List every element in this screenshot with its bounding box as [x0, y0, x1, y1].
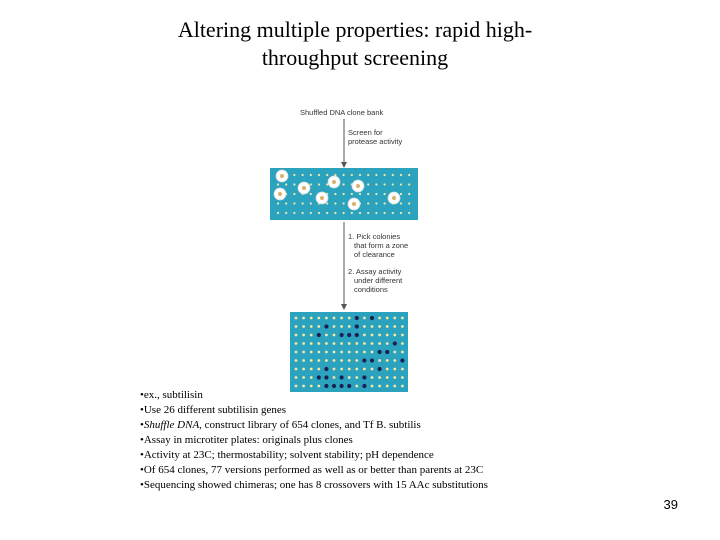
colony-dot	[343, 183, 345, 185]
colony-dot	[384, 183, 386, 185]
colony-dot	[334, 193, 336, 195]
well	[355, 385, 358, 388]
colony-dot	[343, 193, 345, 195]
colony-dot	[384, 212, 386, 214]
well	[386, 376, 389, 379]
well	[355, 324, 359, 328]
bullet-item: •Activity at 23C; thermostability; solvent stability; pH dependence	[140, 449, 434, 461]
well	[355, 368, 358, 371]
well	[401, 334, 404, 337]
well	[378, 325, 381, 328]
clone-bank-plate	[270, 168, 418, 220]
colony-dot	[408, 212, 410, 214]
colony-dot	[302, 212, 304, 214]
colony-dot	[351, 174, 353, 176]
well	[302, 376, 305, 379]
well	[401, 317, 404, 320]
active-colony	[302, 186, 306, 190]
well	[393, 325, 396, 328]
well	[401, 351, 404, 354]
well	[310, 376, 313, 379]
well	[385, 350, 389, 354]
well	[325, 359, 328, 362]
well	[378, 350, 382, 354]
label-step2-3: conditions	[354, 285, 388, 294]
well	[325, 334, 328, 337]
colony-dot	[334, 202, 336, 204]
bullet-item: •Assay in microtiter plates: originals plus clones	[140, 434, 353, 446]
active-colony	[356, 184, 360, 188]
well	[324, 367, 328, 371]
well	[340, 359, 343, 362]
well	[302, 368, 305, 371]
well	[348, 342, 351, 345]
well	[340, 317, 343, 320]
well	[370, 358, 374, 362]
colony-dot	[293, 174, 295, 176]
label-step2-2: under different	[354, 276, 403, 285]
well	[371, 376, 374, 379]
colony-dot	[334, 212, 336, 214]
well	[295, 376, 298, 379]
well	[371, 368, 374, 371]
screening-diagram	[262, 104, 422, 394]
well	[371, 342, 374, 345]
well	[378, 367, 382, 371]
colony-dot	[293, 183, 295, 185]
well	[378, 317, 381, 320]
well	[333, 376, 336, 379]
colony-dot	[375, 174, 377, 176]
well	[333, 368, 336, 371]
well	[295, 368, 298, 371]
colony-dot	[400, 193, 402, 195]
well	[295, 342, 298, 345]
colony-dot	[384, 202, 386, 204]
well	[310, 334, 313, 337]
well	[378, 385, 381, 388]
colony-dot	[408, 193, 410, 195]
colony-dot	[359, 193, 361, 195]
colony-dot	[351, 193, 353, 195]
well	[317, 325, 320, 328]
well	[340, 325, 343, 328]
well	[363, 368, 366, 371]
well	[386, 368, 389, 371]
well	[302, 342, 305, 345]
colony-dot	[318, 174, 320, 176]
well	[324, 375, 328, 379]
colony-dot	[359, 174, 361, 176]
well	[386, 342, 389, 345]
colony-dot	[302, 202, 304, 204]
well	[310, 359, 313, 362]
well	[393, 351, 396, 354]
well	[348, 317, 351, 320]
colony-dot	[408, 202, 410, 204]
well	[295, 351, 298, 354]
colony-dot	[367, 212, 369, 214]
bullet-item: •ex., subtilisin	[140, 389, 203, 401]
colony-dot	[326, 174, 328, 176]
well	[386, 359, 389, 362]
active-colony	[392, 196, 396, 200]
well	[401, 376, 404, 379]
colony-dot	[375, 212, 377, 214]
well	[310, 368, 313, 371]
well	[340, 342, 343, 345]
colony-dot	[392, 174, 394, 176]
well	[348, 351, 351, 354]
well	[371, 325, 374, 328]
well	[310, 351, 313, 354]
microtiter-plate	[290, 312, 408, 392]
well	[386, 334, 389, 337]
well	[370, 316, 374, 320]
well	[302, 351, 305, 354]
colony-dot	[392, 212, 394, 214]
page-number: 39	[663, 497, 678, 512]
colony-dot	[400, 183, 402, 185]
well	[302, 334, 305, 337]
colony-dot	[277, 212, 279, 214]
well	[324, 324, 328, 328]
well	[348, 376, 351, 379]
well	[363, 325, 366, 328]
colony-dot	[293, 212, 295, 214]
well	[333, 351, 336, 354]
colony-dot	[326, 212, 328, 214]
well	[347, 333, 351, 337]
colony-dot	[310, 212, 312, 214]
well	[310, 317, 313, 320]
well	[325, 317, 328, 320]
colony-dot	[318, 183, 320, 185]
arrow-head-2	[341, 304, 347, 310]
well	[371, 385, 374, 388]
bullet-item: •Of 654 clones, 77 versions performed as well as or better than parents at 23C	[140, 464, 484, 476]
label-screen-1: Screen for	[348, 128, 383, 137]
well	[386, 317, 389, 320]
well	[355, 316, 359, 320]
well	[302, 385, 305, 388]
well	[355, 342, 358, 345]
colony-dot	[310, 183, 312, 185]
well	[333, 359, 336, 362]
well	[378, 376, 381, 379]
well	[325, 342, 328, 345]
well	[401, 368, 404, 371]
colony-dot	[343, 174, 345, 176]
well	[295, 325, 298, 328]
well	[302, 325, 305, 328]
well	[317, 342, 320, 345]
active-colony	[352, 202, 356, 206]
colony-dot	[285, 183, 287, 185]
colony-dot	[375, 183, 377, 185]
bullet-item: •Sequencing showed chimeras; one has 8 crossovers with 15 AAc substitutions	[140, 479, 488, 491]
well	[393, 368, 396, 371]
well	[325, 351, 328, 354]
well	[310, 325, 313, 328]
well	[386, 385, 389, 388]
well	[393, 376, 396, 379]
colony-dot	[351, 212, 353, 214]
label-step1-3: of clearance	[354, 250, 395, 259]
colony-dot	[367, 174, 369, 176]
label-step2-1: 2. Assay activity	[348, 267, 402, 276]
well	[333, 325, 336, 328]
well	[401, 385, 404, 388]
well	[295, 317, 298, 320]
colony-dot	[375, 202, 377, 204]
active-colony	[332, 180, 336, 184]
colony-dot	[310, 202, 312, 204]
well	[363, 351, 366, 354]
well	[393, 359, 396, 362]
colony-dot	[277, 183, 279, 185]
well	[378, 334, 381, 337]
bullet-item: •Shuffle DNA, construct library of 654 clones, and Tf B. subtilis	[140, 419, 421, 431]
well	[340, 368, 343, 371]
well	[401, 342, 404, 345]
well	[333, 342, 336, 345]
well	[362, 375, 366, 379]
colony-dot	[277, 202, 279, 204]
arrow-head-1	[341, 162, 347, 168]
well	[355, 359, 358, 362]
well	[355, 351, 358, 354]
colony-dot	[367, 202, 369, 204]
well	[348, 325, 351, 328]
well	[348, 368, 351, 371]
colony-dot	[285, 212, 287, 214]
well	[302, 359, 305, 362]
well	[371, 334, 374, 337]
colony-dot	[318, 212, 320, 214]
label-clone-bank: Shuffled DNA clone bank	[300, 108, 384, 117]
well	[363, 334, 366, 337]
well	[355, 376, 358, 379]
well	[363, 317, 366, 320]
well	[317, 351, 320, 354]
active-colony	[320, 196, 324, 200]
colony-dot	[326, 202, 328, 204]
colony-dot	[310, 174, 312, 176]
slide-title	[100, 16, 610, 72]
well	[401, 325, 404, 328]
well	[317, 368, 320, 371]
well	[378, 342, 381, 345]
colony-dot	[384, 174, 386, 176]
label-step1-2: that form a zone	[354, 241, 409, 250]
colony-dot	[310, 193, 312, 195]
title-line-1: Altering multiple properties: rapid high-	[177, 17, 533, 42]
colony-dot	[343, 202, 345, 204]
well	[400, 358, 404, 362]
well	[393, 317, 396, 320]
well	[363, 342, 366, 345]
well	[378, 359, 381, 362]
colony-dot	[400, 212, 402, 214]
title-line-2: throughput screening	[261, 45, 449, 70]
well	[317, 359, 320, 362]
well	[371, 351, 374, 354]
well	[317, 375, 321, 379]
diagram-graphics	[262, 104, 422, 394]
well	[340, 351, 343, 354]
colony-dot	[375, 193, 377, 195]
bullet-item: •Use 26 different subtilisin genes	[140, 404, 287, 416]
well	[317, 317, 320, 320]
colony-dot	[285, 202, 287, 204]
colony-dot	[367, 193, 369, 195]
colony-dot	[293, 202, 295, 204]
well	[302, 317, 305, 320]
well	[362, 358, 366, 362]
well	[333, 317, 336, 320]
well	[310, 342, 313, 345]
label-screen-2: protease activity	[348, 137, 403, 146]
well	[295, 334, 298, 337]
colony-dot	[293, 193, 295, 195]
well	[333, 334, 336, 337]
active-colony	[280, 174, 284, 178]
well	[386, 325, 389, 328]
colony-dot	[343, 212, 345, 214]
well	[317, 333, 321, 337]
well	[317, 385, 320, 388]
well	[355, 333, 359, 337]
well	[348, 359, 351, 362]
colony-dot	[400, 202, 402, 204]
colony-dot	[408, 174, 410, 176]
colony-dot	[408, 183, 410, 185]
well	[393, 334, 396, 337]
well	[310, 385, 313, 388]
colony-dot	[302, 174, 304, 176]
colony-dot	[392, 183, 394, 185]
well	[295, 385, 298, 388]
colony-dot	[384, 193, 386, 195]
well	[340, 375, 344, 379]
bullet-list	[140, 388, 700, 493]
well	[340, 333, 344, 337]
label-step1-1: 1. Pick colonies	[348, 232, 401, 241]
well	[295, 359, 298, 362]
colony-dot	[400, 174, 402, 176]
well	[393, 341, 397, 345]
well	[393, 385, 396, 388]
colony-dot	[367, 183, 369, 185]
colony-dot	[359, 212, 361, 214]
active-colony	[278, 192, 282, 196]
